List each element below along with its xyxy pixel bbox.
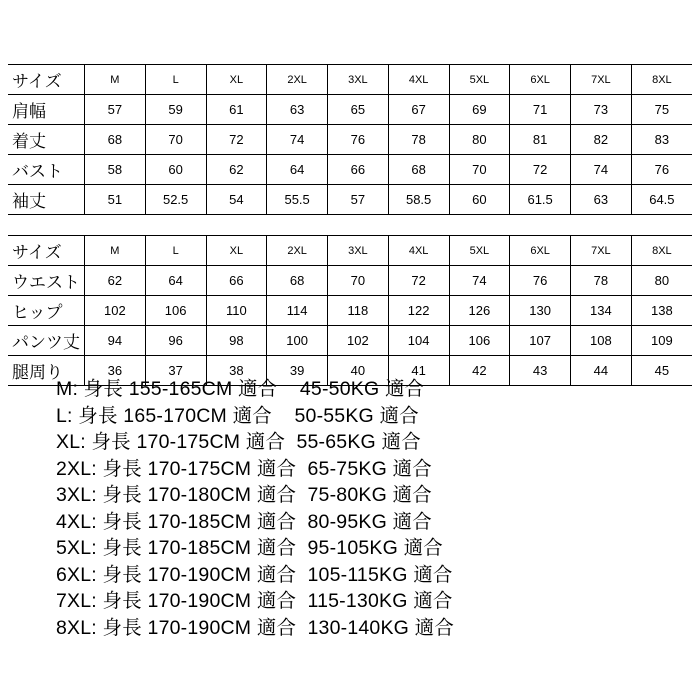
table-cell: 8XL	[631, 65, 692, 95]
table-cell: 63	[571, 185, 632, 215]
table-cell: 72	[388, 266, 449, 296]
table-cell: 4XL	[388, 65, 449, 95]
table-cell: 69	[449, 95, 510, 125]
table-cell: 106	[449, 326, 510, 356]
note-line: L: 身長 165-170CM 適合 50-55KG 適合	[56, 404, 419, 427]
row-label: ウエスト	[8, 266, 85, 296]
table-cell: 2XL	[267, 65, 328, 95]
table-cell: 62	[206, 155, 267, 185]
table-cell: 107	[510, 326, 571, 356]
table-cell: 58	[85, 155, 146, 185]
table-cell: 98	[206, 326, 267, 356]
note-line: XL: 身長 170-175CM 適合 55-65KG 適合	[56, 431, 421, 453]
table-cell: 55.5	[267, 185, 328, 215]
table-cell: 36	[85, 356, 146, 386]
table-cell: 66	[206, 266, 267, 296]
table-cell: 3XL	[328, 236, 389, 266]
table-cell: 118	[328, 296, 389, 326]
table-cell: 7XL	[571, 65, 632, 95]
table-cell: 80	[449, 125, 510, 155]
note-line: 3XL: 身長 170-180CM 適合 75-80KG 適合	[56, 484, 432, 506]
table-cell: 62	[85, 266, 146, 296]
table-cell: 60	[145, 155, 206, 185]
table-cell: 61	[206, 95, 267, 125]
table-cell: 70	[145, 125, 206, 155]
table-cell: 67	[388, 95, 449, 125]
table-cell: 68	[388, 155, 449, 185]
table-cell: 108	[571, 326, 632, 356]
table-cell: 57	[85, 95, 146, 125]
row-label: 肩幅	[8, 95, 85, 125]
note-line: 6XL: 身長 170-190CM 適合 105-115KG 適合	[56, 563, 453, 586]
table-cell: 126	[449, 296, 510, 326]
table-cell: 51	[85, 185, 146, 215]
row-label: サイズ	[8, 65, 85, 95]
table-row	[8, 155, 692, 185]
table-cell: 81	[510, 125, 571, 155]
table-cell: 70	[449, 155, 510, 185]
table-cell: 109	[631, 326, 692, 356]
row-label: 袖丈	[8, 185, 85, 215]
table-cell: 74	[449, 266, 510, 296]
table-cell: L	[145, 65, 206, 95]
note-line: 2XL: 身長 170-175CM 適合 65-75KG 適合	[56, 457, 432, 480]
table-row	[8, 65, 692, 95]
table-row	[8, 296, 692, 326]
table-cell: 44	[571, 356, 632, 386]
table-cell: 110	[206, 296, 267, 326]
table-cell: 6XL	[510, 65, 571, 95]
row-label: ヒップ	[8, 296, 85, 326]
table-cell: 102	[328, 326, 389, 356]
table-cell: 41	[388, 356, 449, 386]
table-cell: 114	[267, 296, 328, 326]
table-cell: 138	[631, 296, 692, 326]
table-cell: 4XL	[388, 236, 449, 266]
note-line: 5XL: 身長 170-185CM 適合 95-105KG 適合	[56, 537, 444, 559]
row-label: 腿周り	[8, 356, 85, 386]
row-label: 着丈	[8, 125, 85, 155]
table-row	[8, 236, 692, 266]
table-cell: M	[85, 236, 146, 266]
table-cell: 68	[267, 266, 328, 296]
table-cell: 6XL	[510, 236, 571, 266]
table-cell: 38	[206, 356, 267, 386]
table-cell: 134	[571, 296, 632, 326]
table-cell: 52.5	[145, 185, 206, 215]
table-cell: 64	[267, 155, 328, 185]
upper-body-size-table	[8, 64, 692, 215]
table-cell: 59	[145, 95, 206, 125]
table-divider-spacer	[8, 215, 692, 235]
table-cell: 122	[388, 296, 449, 326]
table-cell: 104	[388, 326, 449, 356]
note-line: 4XL: 身長 170-185CM 適合 80-95KG 適合	[56, 510, 432, 533]
table-row	[8, 185, 692, 215]
table-cell: 70	[328, 266, 389, 296]
table-cell: 7XL	[571, 236, 632, 266]
table-cell: 76	[631, 155, 692, 185]
table-cell: 45	[631, 356, 692, 386]
row-label: サイズ	[8, 236, 85, 266]
table-row	[8, 95, 692, 125]
table-cell: 130	[510, 296, 571, 326]
table-cell: 37	[145, 356, 206, 386]
table-cell: 2XL	[267, 236, 328, 266]
table-cell: 57	[328, 185, 389, 215]
note-line: 8XL: 身長 170-190CM 適合 130-140KG 適合	[56, 616, 455, 639]
table-cell: 61.5	[510, 185, 571, 215]
table-cell: 64	[145, 266, 206, 296]
table-cell: 60	[449, 185, 510, 215]
table-cell: 76	[328, 125, 389, 155]
table-cell: 106	[145, 296, 206, 326]
table-cell: 75	[631, 95, 692, 125]
table-cell: 5XL	[449, 65, 510, 95]
table-row	[8, 266, 692, 296]
table-cell: 63	[267, 95, 328, 125]
table-cell: 66	[328, 155, 389, 185]
table-cell: 83	[631, 125, 692, 155]
note-line: 7XL: 身長 170-190CM 適合 115-130KG 適合	[56, 590, 453, 612]
table-cell: XL	[206, 236, 267, 266]
table-cell: 8XL	[631, 236, 692, 266]
lower-body-size-table	[8, 235, 692, 386]
table-cell: 42	[449, 356, 510, 386]
table-cell: 74	[571, 155, 632, 185]
table-cell: 78	[571, 266, 632, 296]
note-line: M: 身長 155-165CM 適合 45-50KG 適合	[56, 378, 425, 400]
table-cell: 39	[267, 356, 328, 386]
table-cell: 94	[85, 326, 146, 356]
table-cell: 3XL	[328, 65, 389, 95]
table-cell: 82	[571, 125, 632, 155]
table-cell: 65	[328, 95, 389, 125]
table-cell: 100	[267, 326, 328, 356]
table-cell: 43	[510, 356, 571, 386]
table-cell: 74	[267, 125, 328, 155]
table-cell: 71	[510, 95, 571, 125]
table-cell: 96	[145, 326, 206, 356]
table-cell: 5XL	[449, 236, 510, 266]
row-label: バスト	[8, 155, 85, 185]
table-cell: 54	[206, 185, 267, 215]
table-cell: 73	[571, 95, 632, 125]
size-fit-notes	[56, 376, 656, 641]
table-cell: M	[85, 65, 146, 95]
table-cell: 72	[510, 155, 571, 185]
table-cell: 102	[85, 296, 146, 326]
table-cell: 68	[85, 125, 146, 155]
table-cell: 64.5	[631, 185, 692, 215]
table-cell: XL	[206, 65, 267, 95]
table-cell: 76	[510, 266, 571, 296]
table-cell: 78	[388, 125, 449, 155]
table-row	[8, 125, 692, 155]
table-cell: 58.5	[388, 185, 449, 215]
table-cell: L	[145, 236, 206, 266]
table-cell: 72	[206, 125, 267, 155]
table-cell: 40	[328, 356, 389, 386]
row-label: パンツ丈	[8, 326, 85, 356]
table-cell: 80	[631, 266, 692, 296]
table-row	[8, 326, 692, 356]
